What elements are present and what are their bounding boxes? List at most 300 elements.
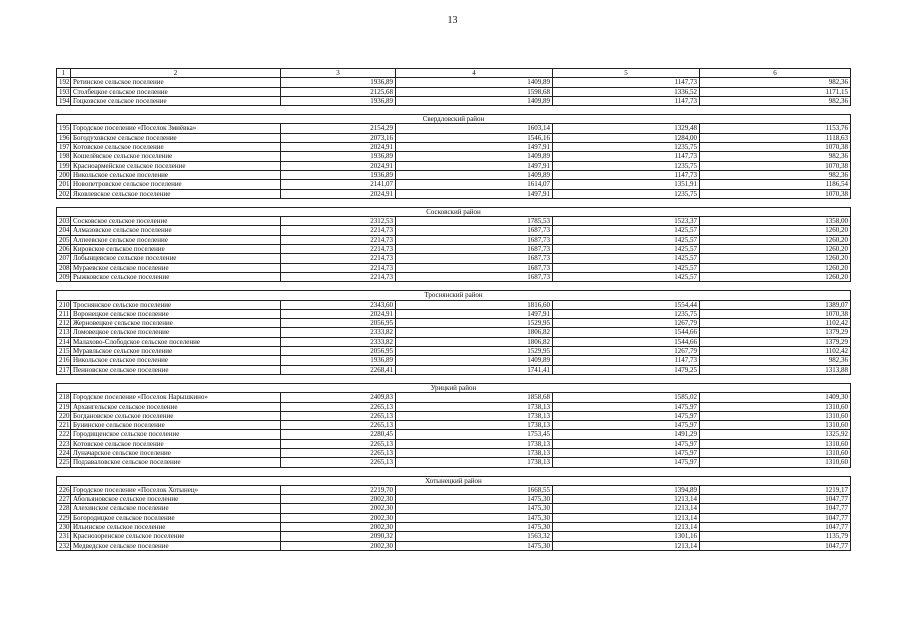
- value-col-6: 982,36: [700, 170, 851, 179]
- spacer-cell: [57, 282, 851, 291]
- table-row: [57, 124, 851, 133]
- value-col-4: 1738,13: [396, 448, 553, 457]
- value-col-4: 1497,91: [396, 189, 553, 198]
- value-col-5: 1235,75: [553, 161, 700, 170]
- value-col-6: 1047,77: [700, 541, 851, 550]
- value-col-5: 1425,57: [553, 272, 700, 281]
- value-col-3: 2154,29: [281, 124, 396, 133]
- value-col-5: 1235,75: [553, 189, 700, 198]
- value-col-6: 1310,60: [700, 448, 851, 457]
- row-number: 206: [57, 245, 71, 254]
- district-heading-row: [57, 291, 851, 300]
- value-col-3: 2024,91: [281, 161, 396, 170]
- value-col-6: 1118,63: [700, 133, 851, 142]
- row-number: 205: [57, 235, 71, 244]
- row-number: 212: [57, 319, 71, 328]
- row-number: 198: [57, 152, 71, 161]
- value-col-5: 1475,97: [553, 421, 700, 430]
- value-col-5: 1213,14: [553, 523, 700, 532]
- page-number: 13: [447, 15, 458, 26]
- column-header: 3: [281, 69, 396, 78]
- row-number: 196: [57, 133, 71, 142]
- value-col-5: 1425,57: [553, 254, 700, 263]
- value-col-3: 2024,91: [281, 309, 396, 318]
- settlement-name: Городское поселение «Поселок Нарышкино»: [71, 393, 281, 402]
- value-col-4: 1687,73: [396, 226, 553, 235]
- table-row: [57, 319, 851, 328]
- value-col-6: 1047,77: [700, 504, 851, 513]
- row-number: 223: [57, 439, 71, 448]
- table-row: [57, 532, 851, 541]
- table-row: [57, 133, 851, 142]
- value-col-5: 1475,97: [553, 448, 700, 457]
- value-col-4: 1738,13: [396, 402, 553, 411]
- value-col-6: 1310,60: [700, 402, 851, 411]
- value-col-6: 1186,54: [700, 180, 851, 189]
- value-col-4: 1603,14: [396, 124, 553, 133]
- settlement-name: Ильинское сельское поселение: [71, 523, 281, 532]
- table-row: [57, 161, 851, 170]
- value-col-3: 2268,41: [281, 365, 396, 374]
- row-number: 217: [57, 365, 71, 374]
- settlement-name: Никольское сельское поселение: [71, 356, 281, 365]
- row-number: 209: [57, 272, 71, 281]
- value-col-6: 1379,29: [700, 337, 851, 346]
- table-row: [57, 189, 851, 198]
- settlement-name: Алехинское сельское поселение: [71, 504, 281, 513]
- value-col-6: 1260,20: [700, 235, 851, 244]
- table-row: [57, 504, 851, 513]
- value-col-5: 1425,57: [553, 263, 700, 272]
- value-col-5: 1213,14: [553, 504, 700, 513]
- value-col-4: 1741,41: [396, 365, 553, 374]
- value-col-4: 1614,07: [396, 180, 553, 189]
- value-col-3: 1936,89: [281, 356, 396, 365]
- value-col-3: 2024,91: [281, 189, 396, 198]
- row-number: 203: [57, 217, 71, 226]
- section-spacer: [57, 106, 851, 115]
- section-spacer: [57, 198, 851, 207]
- value-col-3: 2002,30: [281, 513, 396, 522]
- table-row: [57, 513, 851, 522]
- value-col-3: 1936,89: [281, 170, 396, 179]
- value-col-6: 982,36: [700, 78, 851, 87]
- value-col-3: 2214,73: [281, 226, 396, 235]
- value-col-6: 1389,07: [700, 300, 851, 309]
- value-col-4: 1497,91: [396, 161, 553, 170]
- value-col-3: 1936,89: [281, 78, 396, 87]
- settlement-name: Котовское сельское поселение: [71, 143, 281, 152]
- row-number: 201: [57, 180, 71, 189]
- row-number: 207: [57, 254, 71, 263]
- table-row: [57, 430, 851, 439]
- settlement-name: Воронецкое сельское поселение: [71, 309, 281, 318]
- value-col-3: 2002,30: [281, 541, 396, 550]
- value-col-6: 1047,77: [700, 523, 851, 532]
- value-col-6: 1310,60: [700, 439, 851, 448]
- value-col-5: 1235,75: [553, 143, 700, 152]
- settlement-name: Ретинское сельское поселение: [71, 78, 281, 87]
- value-col-5: 1394,89: [553, 485, 700, 494]
- value-col-4: 1475,30: [396, 495, 553, 504]
- value-col-5: 1329,48: [553, 124, 700, 133]
- table-row: [57, 439, 851, 448]
- settlement-name: Кошелёвское сельское поселение: [71, 152, 281, 161]
- value-col-4: 1687,73: [396, 235, 553, 244]
- value-col-3: 2265,13: [281, 439, 396, 448]
- value-col-4: 1753,45: [396, 430, 553, 439]
- value-col-3: 2024,91: [281, 143, 396, 152]
- value-col-5: 1213,14: [553, 541, 700, 550]
- value-col-5: 1213,14: [553, 513, 700, 522]
- table-row: [57, 402, 851, 411]
- value-col-5: 1147,73: [553, 170, 700, 179]
- table-row: [57, 458, 851, 467]
- settlement-name: Кировское сельское поселение: [71, 245, 281, 254]
- row-number: 226: [57, 485, 71, 494]
- settlement-name: Городское поселение «Поселок Хотынец»: [71, 485, 281, 494]
- value-col-5: 1235,75: [553, 309, 700, 318]
- settlement-name: Богдановское сельское поселение: [71, 411, 281, 420]
- value-col-3: 2265,13: [281, 421, 396, 430]
- settlement-name: Жерновецкое сельское поселение: [71, 319, 281, 328]
- value-col-6: 1260,20: [700, 272, 851, 281]
- value-col-4: 1409,89: [396, 356, 553, 365]
- value-col-4: 1738,13: [396, 439, 553, 448]
- value-col-6: 1135,79: [700, 532, 851, 541]
- settlement-name: Гоцковское сельское поселение: [71, 96, 281, 105]
- column-header-row: [57, 69, 851, 78]
- value-col-3: 2214,73: [281, 272, 396, 281]
- row-number: 218: [57, 393, 71, 402]
- value-col-5: 1351,91: [553, 180, 700, 189]
- value-col-6: 1260,20: [700, 245, 851, 254]
- table-row: [57, 523, 851, 532]
- row-number: 232: [57, 541, 71, 550]
- value-col-3: 2280,45: [281, 430, 396, 439]
- value-col-3: 2002,30: [281, 504, 396, 513]
- value-col-6: 1260,20: [700, 263, 851, 272]
- value-col-5: 1585,02: [553, 393, 700, 402]
- value-col-4: 1806,82: [396, 337, 553, 346]
- row-number: 199: [57, 161, 71, 170]
- table-row: [57, 365, 851, 374]
- settlement-name: Городищенское сельское поселение: [71, 430, 281, 439]
- table-row: [57, 254, 851, 263]
- value-col-4: 1409,89: [396, 96, 553, 105]
- row-number: 214: [57, 337, 71, 346]
- value-col-6: 1310,60: [700, 421, 851, 430]
- value-col-6: 1409,30: [700, 393, 851, 402]
- table-row: [57, 411, 851, 420]
- value-col-6: 1358,00: [700, 217, 851, 226]
- row-number: 193: [57, 87, 71, 96]
- value-col-6: 1310,60: [700, 411, 851, 420]
- value-col-4: 1497,91: [396, 143, 553, 152]
- value-col-4: 1563,32: [396, 532, 553, 541]
- table-row: [57, 272, 851, 281]
- value-col-5: 1544,66: [553, 328, 700, 337]
- section-spacer: [57, 282, 851, 291]
- value-col-4: 1816,60: [396, 300, 553, 309]
- value-col-3: 2265,13: [281, 458, 396, 467]
- value-col-4: 1529,95: [396, 319, 553, 328]
- value-col-6: 982,36: [700, 152, 851, 161]
- column-header: 5: [553, 69, 700, 78]
- value-col-4: 1858,68: [396, 393, 553, 402]
- value-col-5: 1475,97: [553, 402, 700, 411]
- table-row: [57, 421, 851, 430]
- table-row: [57, 541, 851, 550]
- table-row: [57, 217, 851, 226]
- row-number: 216: [57, 356, 71, 365]
- settlement-name: Луначарское сельское поселение: [71, 448, 281, 457]
- value-col-4: 1738,13: [396, 411, 553, 420]
- settlement-name: Лобынцевское сельское поселение: [71, 254, 281, 263]
- value-col-4: 1738,13: [396, 421, 553, 430]
- district-heading: Сосковский район: [57, 207, 851, 216]
- value-col-5: 1475,97: [553, 458, 700, 467]
- spacer-cell: [57, 374, 851, 383]
- value-col-6: 1102,42: [700, 347, 851, 356]
- row-number: 228: [57, 504, 71, 513]
- settlement-name: Котовское сельское поселение: [71, 439, 281, 448]
- value-col-4: 1738,13: [396, 458, 553, 467]
- value-col-4: 1785,53: [396, 217, 553, 226]
- settlement-name: Алмазовское сельское поселение: [71, 226, 281, 235]
- row-number: 197: [57, 143, 71, 152]
- value-col-6: 1313,88: [700, 365, 851, 374]
- row-number: 202: [57, 189, 71, 198]
- value-col-3: 2214,73: [281, 254, 396, 263]
- value-col-3: 2090,32: [281, 532, 396, 541]
- table-row: [57, 78, 851, 87]
- settlement-name: Пенновское сельское поселение: [71, 365, 281, 374]
- value-col-4: 1687,73: [396, 254, 553, 263]
- value-col-3: 2002,30: [281, 495, 396, 504]
- table-row: [57, 180, 851, 189]
- settlement-name: Столбецкое сельское поселение: [71, 87, 281, 96]
- value-col-5: 1267,79: [553, 347, 700, 356]
- table-row: [57, 337, 851, 346]
- value-col-4: 1497,91: [396, 309, 553, 318]
- value-col-3: 2333,82: [281, 328, 396, 337]
- table-body: [57, 69, 851, 551]
- value-col-3: 1936,89: [281, 152, 396, 161]
- value-col-5: 1475,97: [553, 439, 700, 448]
- table-row: [57, 152, 851, 161]
- value-col-6: 1260,20: [700, 254, 851, 263]
- settlement-name: Малахово-Слободское сельское поселение: [71, 337, 281, 346]
- value-col-5: 1147,73: [553, 96, 700, 105]
- settlement-name: Краснозоренское сельское поселение: [71, 532, 281, 541]
- value-col-5: 1147,73: [553, 152, 700, 161]
- table-row: [57, 309, 851, 318]
- row-number: 200: [57, 170, 71, 179]
- row-number: 229: [57, 513, 71, 522]
- settlement-name: Мураевское сельское поселение: [71, 263, 281, 272]
- row-number: 222: [57, 430, 71, 439]
- settlement-name: Богодуховское сельское поселение: [71, 133, 281, 142]
- value-col-6: 1047,77: [700, 513, 851, 522]
- value-col-4: 1687,73: [396, 272, 553, 281]
- row-number: 194: [57, 96, 71, 105]
- district-heading: Урицкий район: [57, 383, 851, 392]
- row-number: 204: [57, 226, 71, 235]
- value-col-4: 1409,89: [396, 152, 553, 161]
- value-col-3: 2265,13: [281, 402, 396, 411]
- value-col-6: 1310,60: [700, 458, 851, 467]
- value-col-5: 1301,16: [553, 532, 700, 541]
- value-col-4: 1687,73: [396, 245, 553, 254]
- settlement-name: Бунинское сельское поселение: [71, 421, 281, 430]
- value-col-3: 2056,95: [281, 347, 396, 356]
- settlement-name: Ломовецкое сельское поселение: [71, 328, 281, 337]
- value-col-3: 2214,73: [281, 245, 396, 254]
- row-number: 211: [57, 309, 71, 318]
- settlement-name: Богородицкое сельское поселение: [71, 513, 281, 522]
- table-row: [57, 96, 851, 105]
- column-header: 6: [700, 69, 851, 78]
- value-col-3: 2002,30: [281, 523, 396, 532]
- section-spacer: [57, 374, 851, 383]
- tariff-table: [56, 68, 851, 551]
- value-col-6: 1070,38: [700, 143, 851, 152]
- table-row: [57, 448, 851, 457]
- value-col-6: 1070,38: [700, 309, 851, 318]
- value-col-3: 1936,89: [281, 96, 396, 105]
- row-number: 225: [57, 458, 71, 467]
- column-header: 2: [71, 69, 281, 78]
- table-row: [57, 245, 851, 254]
- value-col-6: 1171,15: [700, 87, 851, 96]
- value-col-3: 2333,82: [281, 337, 396, 346]
- settlement-name: Архангельское сельское поселение: [71, 402, 281, 411]
- value-col-6: 1102,42: [700, 319, 851, 328]
- settlement-name: Городское поселение «Поселок Змиёвка»: [71, 124, 281, 133]
- section-spacer: [57, 467, 851, 476]
- value-col-4: 1475,30: [396, 504, 553, 513]
- table-row: [57, 170, 851, 179]
- value-col-6: 1070,38: [700, 161, 851, 170]
- settlement-name: Подзаваловское сельское поселение: [71, 458, 281, 467]
- row-number: 195: [57, 124, 71, 133]
- value-col-4: 1806,82: [396, 328, 553, 337]
- settlement-name: Сосковское сельское поселение: [71, 217, 281, 226]
- row-number: 230: [57, 523, 71, 532]
- value-col-6: 1070,38: [700, 189, 851, 198]
- value-col-6: 1325,92: [700, 430, 851, 439]
- value-col-5: 1491,29: [553, 430, 700, 439]
- table-row: [57, 485, 851, 494]
- value-col-4: 1546,16: [396, 133, 553, 142]
- row-number: 220: [57, 411, 71, 420]
- spacer-cell: [57, 467, 851, 476]
- table-row: [57, 328, 851, 337]
- spacer-cell: [57, 198, 851, 207]
- district-heading: Свердловский район: [57, 115, 851, 124]
- value-col-5: 1425,57: [553, 226, 700, 235]
- row-number: 224: [57, 448, 71, 457]
- value-col-5: 1554,44: [553, 300, 700, 309]
- district-heading: Троснянский район: [57, 291, 851, 300]
- table-row: [57, 356, 851, 365]
- value-col-6: 1260,20: [700, 226, 851, 235]
- value-col-3: 2409,83: [281, 393, 396, 402]
- value-col-5: 1213,14: [553, 495, 700, 504]
- value-col-3: 2219,70: [281, 485, 396, 494]
- row-number: 213: [57, 328, 71, 337]
- value-col-3: 2073,16: [281, 133, 396, 142]
- settlement-name: Яковлевское сельское поселение: [71, 189, 281, 198]
- settlement-name: Абольяновское сельское поселение: [71, 495, 281, 504]
- row-number: 192: [57, 78, 71, 87]
- district-heading-row: [57, 207, 851, 216]
- table-row: [57, 235, 851, 244]
- row-number: 219: [57, 402, 71, 411]
- value-col-5: 1425,57: [553, 235, 700, 244]
- value-col-4: 1529,95: [396, 347, 553, 356]
- value-col-5: 1284,00: [553, 133, 700, 142]
- settlement-name: Красноармейское сельское поселение: [71, 161, 281, 170]
- table-row: [57, 87, 851, 96]
- value-col-3: 2125,68: [281, 87, 396, 96]
- settlement-name: Рыжковское сельское поселение: [71, 272, 281, 281]
- table-row: [57, 495, 851, 504]
- value-col-4: 1598,68: [396, 87, 553, 96]
- row-number: 221: [57, 421, 71, 430]
- column-header: 1: [57, 69, 71, 78]
- row-number: 210: [57, 300, 71, 309]
- value-col-6: 1153,76: [700, 124, 851, 133]
- value-col-5: 1523,37: [553, 217, 700, 226]
- value-col-6: 1219,17: [700, 485, 851, 494]
- value-col-4: 1687,73: [396, 263, 553, 272]
- district-heading-row: [57, 383, 851, 392]
- table-row: [57, 143, 851, 152]
- value-col-4: 1409,89: [396, 78, 553, 87]
- value-col-3: 2312,53: [281, 217, 396, 226]
- table-row: [57, 226, 851, 235]
- value-col-5: 1475,97: [553, 411, 700, 420]
- value-col-5: 1336,52: [553, 87, 700, 96]
- table-row: [57, 263, 851, 272]
- spacer-cell: [57, 106, 851, 115]
- value-col-4: 1668,55: [396, 485, 553, 494]
- row-number: 231: [57, 532, 71, 541]
- value-col-5: 1147,73: [553, 78, 700, 87]
- value-col-6: 1379,29: [700, 328, 851, 337]
- settlement-name: Алпеевское сельское поселение: [71, 235, 281, 244]
- value-col-3: 2056,95: [281, 319, 396, 328]
- value-col-6: 1047,77: [700, 495, 851, 504]
- value-col-3: 2265,13: [281, 411, 396, 420]
- district-heading: Хотынецкий район: [57, 476, 851, 485]
- value-col-3: 2141,07: [281, 180, 396, 189]
- row-number: 215: [57, 347, 71, 356]
- value-col-4: 1475,30: [396, 523, 553, 532]
- settlement-name: Медведское сельское поселение: [71, 541, 281, 550]
- value-col-5: 1544,66: [553, 337, 700, 346]
- table-row: [57, 347, 851, 356]
- value-col-6: 982,36: [700, 96, 851, 105]
- value-col-3: 2214,73: [281, 235, 396, 244]
- value-col-3: 2214,73: [281, 263, 396, 272]
- value-col-4: 1409,89: [396, 170, 553, 179]
- value-col-6: 982,36: [700, 356, 851, 365]
- value-col-4: 1475,30: [396, 513, 553, 522]
- settlement-name: Новопетровское сельское поселение: [71, 180, 281, 189]
